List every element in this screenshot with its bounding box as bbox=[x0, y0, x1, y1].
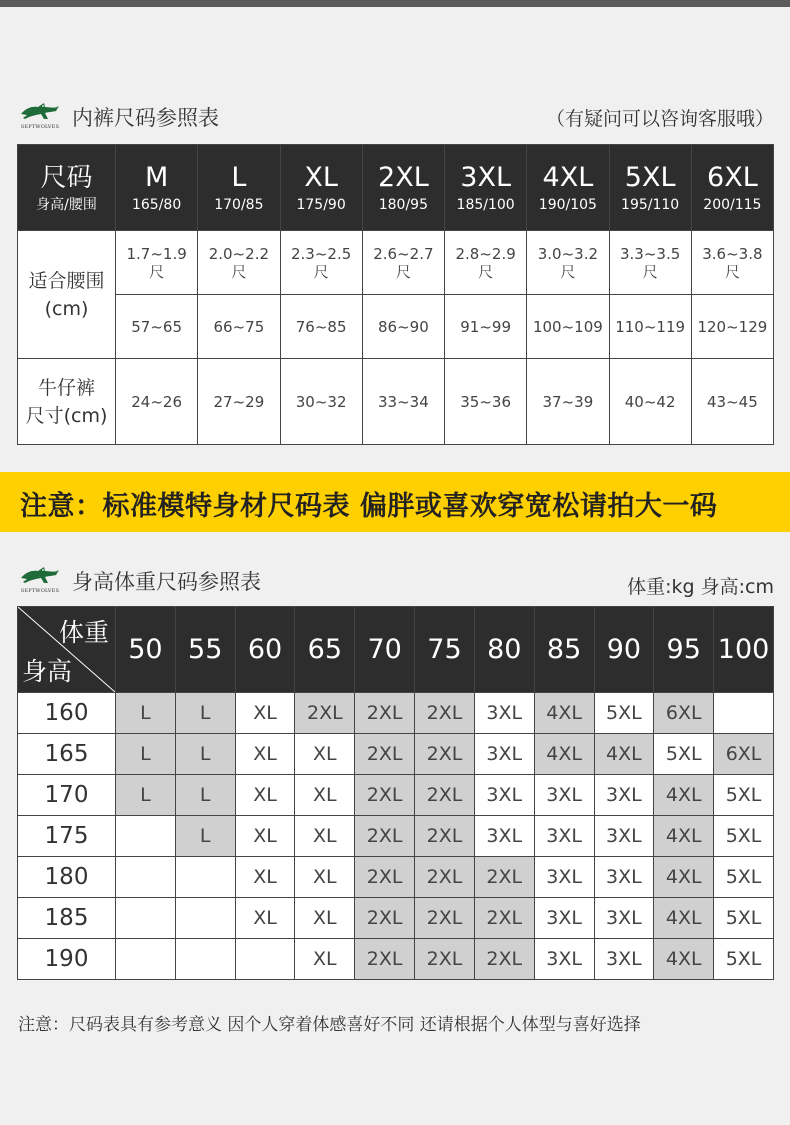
waist-cm-cell: 120~129 bbox=[691, 295, 773, 359]
height-row bbox=[18, 816, 774, 857]
waist-chi-cell bbox=[198, 231, 280, 295]
waist-cm-cell: 100~109 bbox=[527, 295, 609, 359]
weight-header-cell: 85 bbox=[534, 607, 594, 693]
size-label: M bbox=[144, 161, 169, 193]
size-cell: 3XL bbox=[594, 816, 654, 857]
size-cell: 4XL bbox=[654, 857, 714, 898]
weight-header-cell: 75 bbox=[415, 607, 475, 693]
weight-header-cell: 95 bbox=[654, 607, 714, 693]
section2-header bbox=[18, 560, 774, 600]
size-header-cell bbox=[198, 145, 280, 231]
size-cell: XL bbox=[235, 816, 295, 857]
size-cell: XL bbox=[235, 734, 295, 775]
chi-value: 1.7~1.9 bbox=[126, 244, 187, 263]
size-cell: 3XL bbox=[474, 775, 534, 816]
chi-value: 2.3~2.5 bbox=[290, 244, 352, 263]
waist-label: 适合腰围 bbox=[28, 269, 105, 292]
size-cell: 2XL bbox=[295, 693, 355, 734]
chi-unit: 尺 bbox=[395, 262, 411, 281]
size-cell: XL bbox=[295, 775, 355, 816]
size-cell: 2XL bbox=[415, 734, 475, 775]
size-cell: XL bbox=[235, 898, 295, 939]
weight-header-cell: 50 bbox=[116, 607, 176, 693]
size-cell: L bbox=[116, 734, 176, 775]
size-label: 6XL bbox=[707, 161, 758, 193]
corner-main-label: 尺码 bbox=[40, 162, 93, 193]
size-label: 4XL bbox=[542, 161, 594, 193]
size-cell: 4XL bbox=[654, 898, 714, 939]
height-cell: 190 bbox=[18, 939, 116, 980]
size-cell: 3XL bbox=[534, 939, 594, 980]
size-header-cell bbox=[116, 145, 198, 231]
height-cell: 165 bbox=[18, 734, 116, 775]
waist-chi-cell bbox=[280, 231, 362, 295]
size-sub: 195/110 bbox=[621, 196, 680, 213]
waist-cm-cell: 76~85 bbox=[280, 295, 362, 359]
size-cell: 6XL bbox=[654, 693, 714, 734]
size-cell: 5XL bbox=[714, 816, 774, 857]
size-cell: XL bbox=[295, 898, 355, 939]
size-cell: 4XL bbox=[654, 816, 714, 857]
height-row bbox=[18, 898, 774, 939]
height-cell: 170 bbox=[18, 775, 116, 816]
waist-chi-row bbox=[18, 231, 774, 295]
height-row bbox=[18, 857, 774, 898]
size-label: 3XL bbox=[460, 161, 511, 193]
chi-unit: 尺 bbox=[724, 262, 740, 281]
height-weight-corner bbox=[18, 607, 116, 693]
waist-chi-cell bbox=[691, 231, 773, 295]
waist-row-header bbox=[18, 231, 116, 359]
size-cell: 3XL bbox=[474, 816, 534, 857]
size-cell: L bbox=[116, 693, 176, 734]
size-cell: 4XL bbox=[594, 734, 654, 775]
size-cell: 5XL bbox=[654, 734, 714, 775]
height-row bbox=[18, 775, 774, 816]
size-cell: 2XL bbox=[474, 898, 534, 939]
corner-height-label: 身高 bbox=[22, 657, 73, 686]
jeans-cell: 24~26 bbox=[116, 359, 198, 445]
waist-chi-cell bbox=[527, 231, 609, 295]
waist-cm-cell: 57~65 bbox=[116, 295, 198, 359]
size-cell: XL bbox=[295, 939, 355, 980]
size-cell: 2XL bbox=[415, 816, 475, 857]
size-cell: 4XL bbox=[534, 693, 594, 734]
height-cell: 180 bbox=[18, 857, 116, 898]
size-cell: XL bbox=[235, 693, 295, 734]
logo-text: SEPTWOLVES bbox=[20, 124, 60, 130]
size-cell: 4XL bbox=[654, 775, 714, 816]
size-sub: 170/85 bbox=[214, 196, 264, 213]
size-cell: 2XL bbox=[355, 898, 415, 939]
chi-unit: 尺 bbox=[478, 262, 494, 281]
weight-header-row bbox=[18, 607, 774, 693]
size-header-cell bbox=[527, 145, 609, 231]
jeans-cell: 35~36 bbox=[445, 359, 527, 445]
size-cell: XL bbox=[235, 775, 295, 816]
chi-value: 2.6~2.7 bbox=[373, 244, 434, 263]
chi-unit: 尺 bbox=[231, 262, 247, 281]
jeans-label: 牛仔裤 bbox=[37, 376, 95, 399]
size-cell: 2XL bbox=[355, 857, 415, 898]
waist-cm-row bbox=[18, 295, 774, 359]
size-cell: 5XL bbox=[594, 693, 654, 734]
height-row bbox=[18, 693, 774, 734]
size-label: L bbox=[231, 161, 247, 193]
waist-cm-cell: 91~99 bbox=[445, 295, 527, 359]
weight-header-cell: 80 bbox=[474, 607, 534, 693]
size-cell: XL bbox=[235, 857, 295, 898]
size-label: 2XL bbox=[378, 161, 429, 193]
size-cell bbox=[116, 857, 176, 898]
waist-chi-cell bbox=[609, 231, 691, 295]
size-cell: 2XL bbox=[415, 898, 475, 939]
size-cell: 3XL bbox=[534, 775, 594, 816]
size-cell: 4XL bbox=[654, 939, 714, 980]
size-cell: XL bbox=[295, 857, 355, 898]
size-cell: 3XL bbox=[534, 898, 594, 939]
jeans-row bbox=[18, 359, 774, 445]
size-cell: 5XL bbox=[714, 857, 774, 898]
waist-chi-cell bbox=[445, 231, 527, 295]
height-cell: 185 bbox=[18, 898, 116, 939]
size-header-corner bbox=[18, 145, 116, 231]
height-row bbox=[18, 939, 774, 980]
weight-header-cell: 65 bbox=[295, 607, 355, 693]
section1-header bbox=[18, 96, 774, 136]
size-cell bbox=[175, 857, 235, 898]
size-sub: 165/80 bbox=[131, 196, 182, 213]
size-sub: 180/95 bbox=[378, 196, 428, 213]
logo-text: SEPTWOLVES bbox=[20, 588, 60, 594]
chi-unit: 尺 bbox=[560, 262, 576, 281]
size-cell: 2XL bbox=[355, 734, 415, 775]
size-cell: L bbox=[116, 775, 176, 816]
size-cell: 2XL bbox=[355, 775, 415, 816]
section1-title: 内裤尺码参照表 bbox=[72, 106, 219, 130]
size-cell: 3XL bbox=[474, 693, 534, 734]
size-sub: 190/105 bbox=[538, 196, 597, 213]
size-cell bbox=[116, 939, 176, 980]
chi-value: 3.6~3.8 bbox=[702, 244, 763, 263]
jeans-unit-label: 尺寸(cm) bbox=[25, 404, 108, 427]
footnote: 注意：尺码表具有参考意义 因个人穿着体感喜好不同 还请根据个人体型与喜好选择 bbox=[18, 1015, 641, 1035]
size-cell bbox=[714, 693, 774, 734]
waist-chi-cell bbox=[362, 231, 444, 295]
jeans-cell: 37~39 bbox=[527, 359, 609, 445]
size-cell: L bbox=[175, 734, 235, 775]
size-cell: 2XL bbox=[474, 857, 534, 898]
chi-value: 2.8~2.9 bbox=[455, 244, 516, 263]
notice-banner bbox=[0, 472, 790, 532]
corner-weight-label: 体重 bbox=[58, 618, 109, 647]
jeans-cell: 33~34 bbox=[362, 359, 444, 445]
brand-logo bbox=[18, 564, 62, 594]
size-cell: 2XL bbox=[415, 857, 475, 898]
height-cell: 160 bbox=[18, 693, 116, 734]
waist-cm-cell: 110~119 bbox=[609, 295, 691, 359]
size-header-cell bbox=[609, 145, 691, 231]
size-cell: 3XL bbox=[534, 816, 594, 857]
size-cell bbox=[175, 939, 235, 980]
wolf-logo-icon bbox=[18, 564, 62, 586]
size-cell: L bbox=[175, 816, 235, 857]
size-header-cell bbox=[280, 145, 362, 231]
size-cell: XL bbox=[295, 734, 355, 775]
size-header-cell bbox=[691, 145, 773, 231]
corner-sub-label: 身高/腰围 bbox=[36, 196, 97, 213]
size-cell: 2XL bbox=[355, 939, 415, 980]
size-cell: 3XL bbox=[474, 734, 534, 775]
weight-header-cell: 100 bbox=[714, 607, 774, 693]
waist-cm-cell: 86~90 bbox=[362, 295, 444, 359]
size-cell: 3XL bbox=[594, 857, 654, 898]
size-cell: 2XL bbox=[415, 693, 475, 734]
chi-unit: 尺 bbox=[149, 262, 165, 281]
size-cell: 2XL bbox=[355, 816, 415, 857]
waist-cm-cell: 66~75 bbox=[198, 295, 280, 359]
size-cell: XL bbox=[295, 816, 355, 857]
size-cell: 3XL bbox=[594, 939, 654, 980]
size-cell bbox=[116, 898, 176, 939]
size-cell: 5XL bbox=[714, 775, 774, 816]
jeans-cell: 27~29 bbox=[198, 359, 280, 445]
size-cell: 4XL bbox=[534, 734, 594, 775]
size-cell bbox=[235, 939, 295, 980]
size-sub: 185/100 bbox=[456, 196, 515, 213]
height-cell: 175 bbox=[18, 816, 116, 857]
size-cell: 2XL bbox=[415, 775, 475, 816]
jeans-cell: 30~32 bbox=[280, 359, 362, 445]
height-row bbox=[18, 734, 774, 775]
size-cell: L bbox=[175, 775, 235, 816]
waist-chi-cell bbox=[116, 231, 198, 295]
size-label: XL bbox=[304, 161, 338, 193]
wolf-logo-icon bbox=[18, 100, 62, 122]
chi-unit: 尺 bbox=[642, 262, 658, 281]
size-cell: 2XL bbox=[474, 939, 534, 980]
size-label: 5XL bbox=[624, 161, 676, 193]
weight-header-cell: 70 bbox=[355, 607, 415, 693]
size-sub: 200/115 bbox=[703, 196, 762, 213]
section1-note: （有疑问可以咨询客服哦） bbox=[545, 108, 774, 130]
chi-value: 3.3~3.5 bbox=[619, 244, 681, 263]
notice-banner-text: 注意：标准模特身材尺码表 偏胖或喜欢穿宽松请拍大一码 bbox=[20, 491, 718, 522]
underwear-size-table bbox=[17, 144, 774, 445]
brand-logo bbox=[18, 100, 62, 130]
section2-note: 体重:kg 身高:cm bbox=[627, 576, 774, 598]
size-cell: 2XL bbox=[355, 693, 415, 734]
size-header-cell bbox=[445, 145, 527, 231]
weight-header-cell: 55 bbox=[175, 607, 235, 693]
size-cell bbox=[175, 898, 235, 939]
jeans-row-header bbox=[18, 359, 116, 445]
weight-header-cell: 90 bbox=[594, 607, 654, 693]
height-weight-table bbox=[17, 606, 774, 980]
chi-value: 2.0~2.2 bbox=[208, 244, 270, 263]
chi-value: 3.0~3.2 bbox=[537, 244, 599, 263]
size-cell bbox=[116, 816, 176, 857]
jeans-cell: 40~42 bbox=[609, 359, 691, 445]
section2-title: 身高体重尺码参照表 bbox=[72, 570, 261, 594]
size-header-cell bbox=[362, 145, 444, 231]
size-header-row bbox=[18, 145, 774, 231]
size-cell: 3XL bbox=[594, 775, 654, 816]
size-cell: L bbox=[175, 693, 235, 734]
size-cell: 6XL bbox=[714, 734, 774, 775]
chi-unit: 尺 bbox=[313, 262, 329, 281]
jeans-cell: 43~45 bbox=[691, 359, 773, 445]
size-cell: 5XL bbox=[714, 898, 774, 939]
size-cell: 5XL bbox=[714, 939, 774, 980]
top-bar bbox=[0, 0, 790, 7]
size-cell: 2XL bbox=[415, 939, 475, 980]
waist-unit-label: (cm) bbox=[44, 297, 89, 320]
size-cell: 3XL bbox=[594, 898, 654, 939]
size-sub: 175/90 bbox=[296, 196, 346, 213]
size-cell: 3XL bbox=[534, 857, 594, 898]
weight-header-cell: 60 bbox=[235, 607, 295, 693]
